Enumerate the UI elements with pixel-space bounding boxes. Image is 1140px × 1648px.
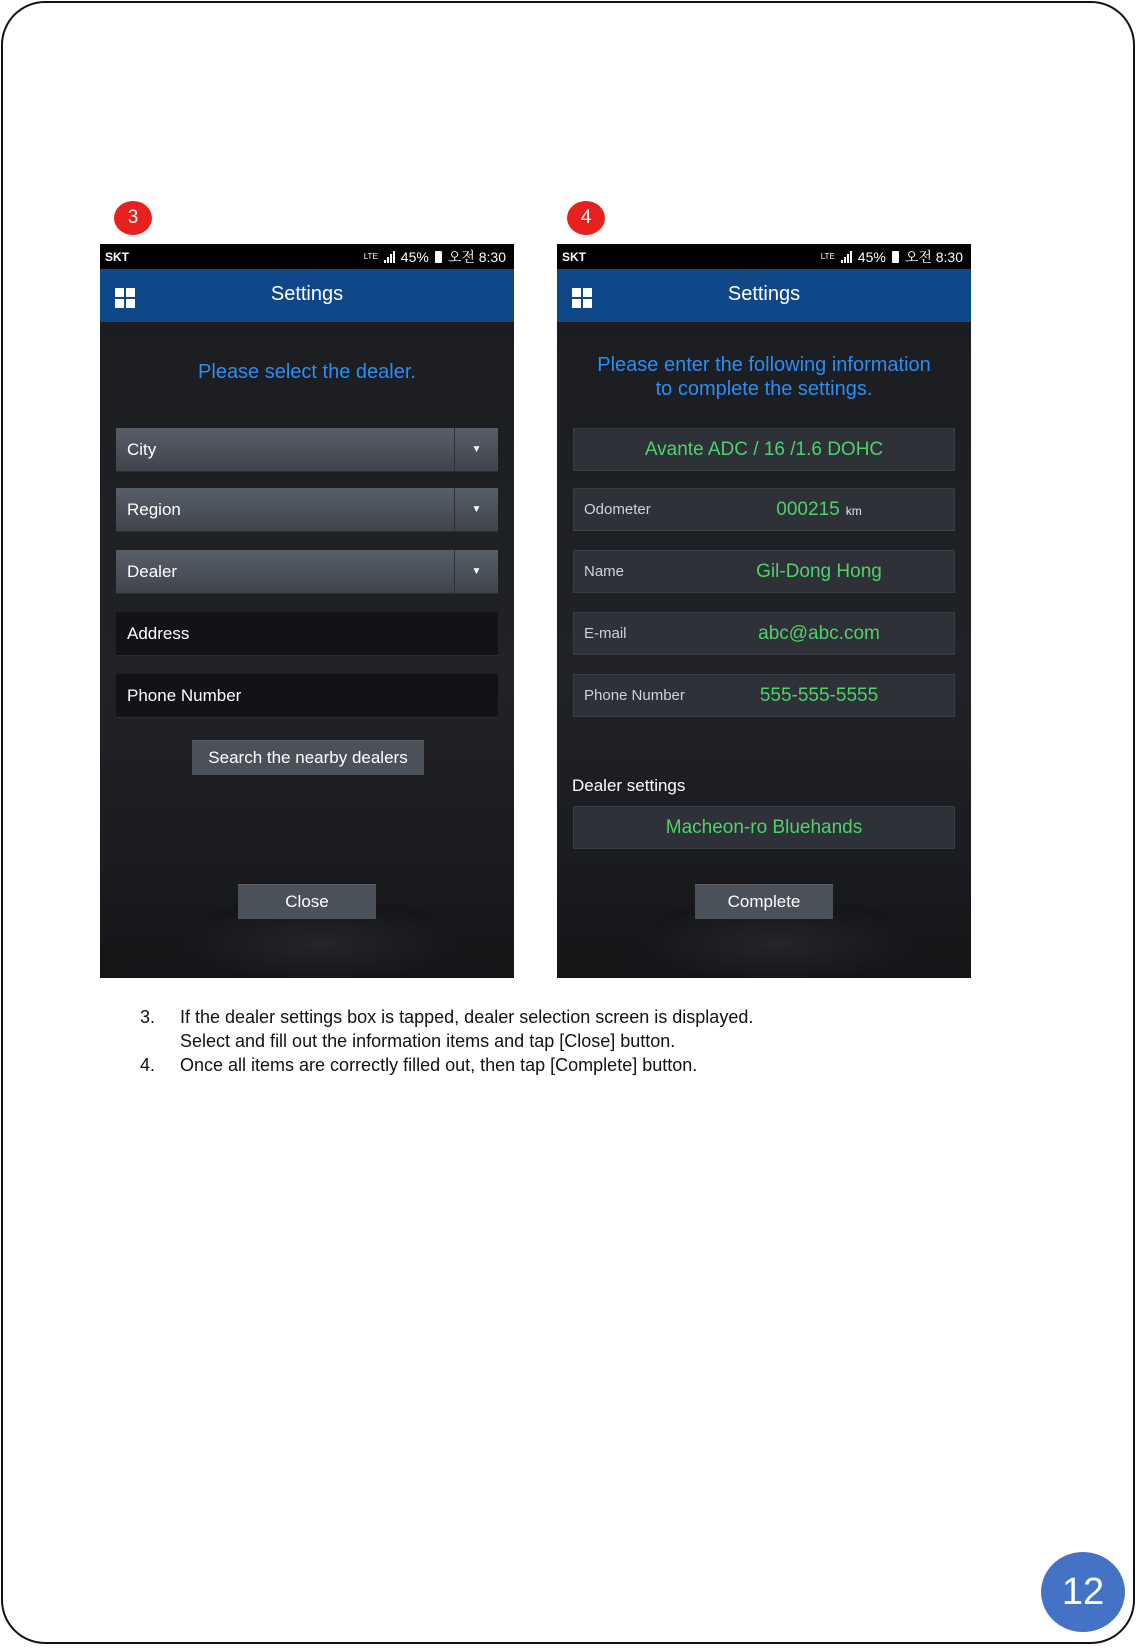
- dropdown-arrow-icon: ▼: [454, 428, 498, 471]
- dealer-value: Macheon-ro Bluehands: [665, 817, 863, 838]
- complete-button[interactable]: Complete: [695, 884, 833, 919]
- settings-info-screen: [557, 244, 971, 978]
- close-button[interactable]: Close: [238, 884, 376, 919]
- dealer-settings-box[interactable]: [573, 806, 955, 849]
- instruction-number: 4.: [140, 1055, 156, 1075]
- name-row[interactable]: [573, 550, 955, 593]
- header-title: Settings: [727, 283, 801, 305]
- city-select-label: City: [127, 440, 157, 459]
- info-prompt-line2: to complete the settings.: [655, 378, 873, 400]
- dropdown-arrow-icon: ▼: [454, 488, 498, 531]
- dealer-select[interactable]: [116, 550, 498, 594]
- carrier-label: SKT: [105, 249, 129, 264]
- instruction-text: If the dealer settings box is tapped, dealer selection screen is displayed.: [180, 1007, 754, 1027]
- instruction-number: 3.: [140, 1007, 156, 1027]
- email-row[interactable]: [573, 612, 955, 655]
- odometer-row[interactable]: [573, 488, 955, 531]
- region-select-label: Region: [127, 500, 181, 519]
- signal-icon: [841, 251, 852, 263]
- status-bar: [557, 244, 971, 269]
- phone-number-field[interactable]: [116, 674, 498, 718]
- instruction-text: Once all items are correctly filled out, then tap [Complete] button.: [180, 1055, 698, 1075]
- name-label: Name: [584, 563, 625, 580]
- city-select[interactable]: [116, 428, 498, 472]
- header-title: Settings: [270, 283, 344, 305]
- dropdown-arrow-icon: ▼: [454, 550, 498, 593]
- step-badge-4: 4: [567, 201, 605, 235]
- dealer-selection-screen: [100, 244, 514, 978]
- address-field[interactable]: [116, 612, 498, 656]
- phone-number-field-label: Phone Number: [127, 686, 242, 705]
- carrier-label: SKT: [562, 249, 586, 264]
- email-value: abc@abc.com: [758, 623, 880, 644]
- odometer-label: Odometer: [584, 501, 651, 518]
- battery-icon: [892, 251, 899, 263]
- phone-row[interactable]: [573, 674, 955, 717]
- dealer-settings-title: Dealer settings: [572, 776, 686, 795]
- instruction-3: [140, 1005, 940, 1053]
- clock: 오전 8:30: [904, 248, 963, 265]
- lte-label: LTE: [820, 252, 835, 261]
- step-badge-3: 3: [114, 201, 152, 235]
- name-value: Gil-Dong Hong: [756, 561, 882, 582]
- status-bar: [100, 244, 514, 269]
- search-nearby-dealers-button[interactable]: Search the nearby dealers: [192, 740, 424, 775]
- vehicle-value: Avante ADC / 16 /1.6 DOHC: [644, 439, 884, 460]
- phone-value: 555-555-5555: [759, 685, 879, 706]
- instruction-4: [140, 1053, 940, 1077]
- vehicle-row[interactable]: [573, 428, 955, 471]
- signal-icon: [384, 251, 395, 263]
- dealer-select-label: Dealer: [127, 562, 178, 581]
- battery-icon: [435, 251, 442, 263]
- phone-label: Phone Number: [584, 687, 685, 704]
- region-select[interactable]: [116, 488, 498, 532]
- clock: 오전 8:30: [447, 248, 506, 265]
- dealer-prompt: Please select the dealer.: [198, 361, 416, 383]
- page-number: 12: [1041, 1552, 1125, 1632]
- battery-percent: 45%: [857, 248, 886, 265]
- address-field-label: Address: [127, 624, 190, 643]
- odometer-unit: km: [845, 504, 862, 518]
- app-header: [100, 269, 514, 322]
- app-header: [557, 269, 971, 322]
- odometer-value: 000215: [776, 499, 840, 520]
- lte-label: LTE: [363, 252, 378, 261]
- battery-percent: 45%: [400, 248, 429, 265]
- instructions: [140, 1005, 940, 1077]
- info-prompt-line1: Please enter the following information: [597, 354, 931, 376]
- instruction-text: Select and fill out the information items and tap [Close] button.: [180, 1031, 676, 1051]
- email-label: E-mail: [584, 625, 627, 642]
